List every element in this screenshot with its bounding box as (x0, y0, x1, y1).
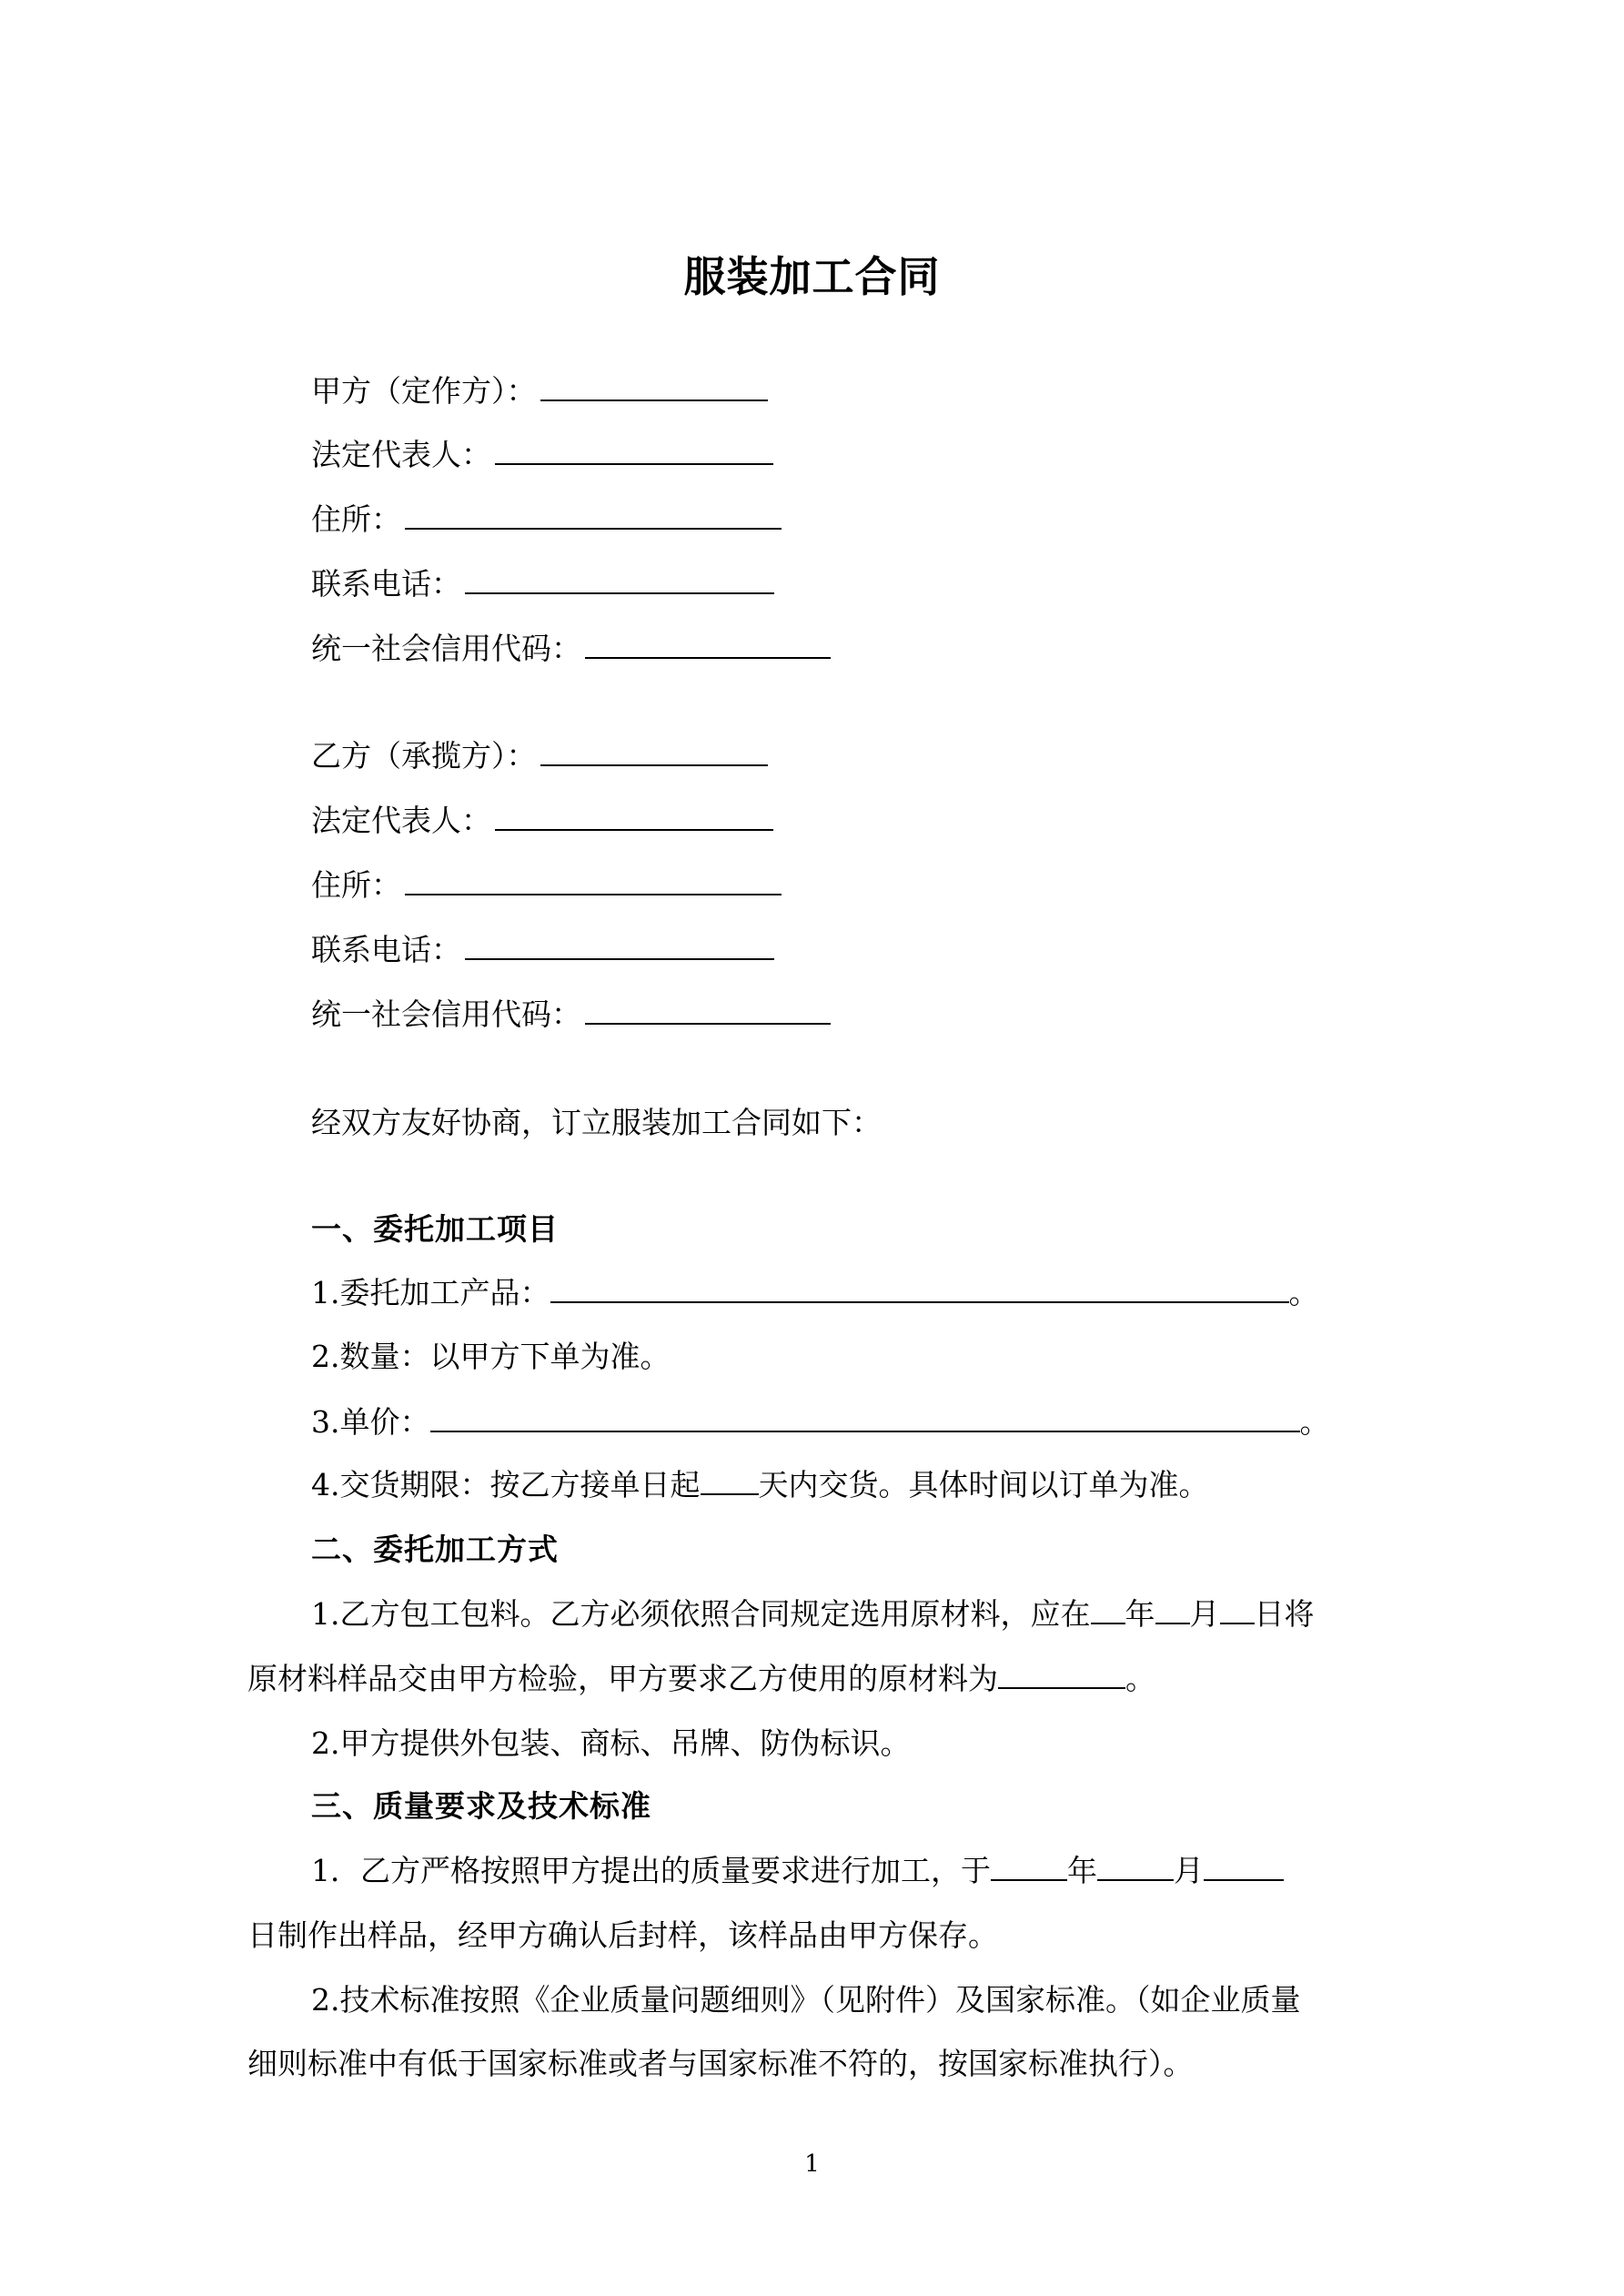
party-b-address-line (311, 865, 782, 906)
sample-day-blank[interactable] (1204, 1852, 1284, 1881)
materials-year-label: 年 (1125, 1596, 1155, 1632)
unit-price-blank[interactable] (430, 1403, 1300, 1432)
party-b-phone-line (311, 929, 774, 971)
party-a-address-blank[interactable] (405, 499, 782, 530)
section-3-heading: 三、质量要求及技术标准 (311, 1788, 651, 1824)
section-3-item-1-line-2: 日制作出样品，经甲方确认后封样，该样品由甲方保存。 (247, 1917, 998, 1953)
section-3-item-2-line-1: 2.技术标准按照《企业质量问题细则》（见附件）及国家标准。（如企业质量 (311, 1982, 1301, 2018)
party-a-address-line (311, 499, 782, 541)
materials-text-b: 原材料样品交由甲方检验，甲方要求乙方使用的原材料为 (247, 1661, 998, 1696)
party-a-phone-blank[interactable] (465, 563, 774, 594)
party-a-rep-blank[interactable] (495, 434, 773, 465)
party-b-phone-blank[interactable] (465, 929, 774, 960)
materials-end: 。 (1125, 1661, 1155, 1696)
sample-text-a: 1．乙方严格按照甲方提出的质量要求进行加工，于 (311, 1853, 991, 1888)
delivery-days-blank[interactable] (701, 1466, 759, 1495)
party-a-credit-code-label: 统一社会信用代码： (311, 631, 581, 666)
party-a-rep-label: 法定代表人： (311, 437, 491, 472)
delivery-text-b: 天内交货。具体时间以订单为准。 (758, 1467, 1209, 1502)
materials-day-label: 日将 (1254, 1596, 1315, 1632)
sample-month-label: 月 (1174, 1853, 1204, 1888)
party-b-name-blank[interactable] (540, 735, 768, 766)
product-blank[interactable] (550, 1274, 1289, 1303)
party-a-rep-line (311, 434, 773, 476)
section-2-heading: 二、委托加工方式 (311, 1532, 559, 1567)
unit-price-label: 3.单价： (311, 1404, 430, 1440)
section-2-item-2: 2.甲方提供外包装、商标、吊牌、防伪标识。 (311, 1725, 911, 1761)
party-a-name-blank[interactable] (540, 370, 768, 401)
materials-text-a: 1.乙方包工包料。乙方必须依照合同规定选用原材料，应在 (311, 1596, 1091, 1632)
party-b-rep-label: 法定代表人： (311, 803, 491, 838)
party-a-name-label: 甲方（定作方）： (311, 373, 537, 409)
section-1-item-4 (311, 1464, 1209, 1506)
page-title: 服装加工合同 (683, 252, 941, 301)
party-b-rep-line (311, 800, 773, 842)
product-label: 1.委托加工产品： (311, 1275, 550, 1310)
section-1-item-1 (311, 1272, 1319, 1314)
party-b-name-label: 乙方（承揽方）： (311, 738, 537, 774)
party-b-rep-blank[interactable] (495, 800, 773, 831)
party-b-phone-label: 联系电话： (311, 932, 461, 967)
party-a-credit-code-blank[interactable] (585, 628, 831, 659)
party-a-address-label: 住所： (311, 501, 401, 537)
materials-type-blank[interactable] (998, 1660, 1125, 1689)
section-1-heading: 一、委托加工项目 (311, 1211, 559, 1247)
section-2-item-1-line-1 (311, 1593, 1315, 1635)
party-b-credit-code-blank[interactable] (585, 994, 831, 1025)
party-b-address-blank[interactable] (405, 865, 782, 895)
sample-year-blank[interactable] (991, 1852, 1067, 1881)
materials-month-blank[interactable] (1155, 1595, 1190, 1624)
intro-text: 经双方友好协商，订立服装加工合同如下： (311, 1105, 882, 1140)
party-a-phone-line (311, 563, 774, 605)
section-3-item-2-line-2: 细则标准中有低于国家标准或者与国家标准不符的，按国家标准执行）。 (247, 2046, 1194, 2081)
party-a-phone-label: 联系电话： (311, 566, 461, 602)
section-2-item-1-line-2 (247, 1658, 1155, 1700)
party-b-credit-code-line (311, 994, 831, 1036)
section-3-item-1-line-1 (311, 1850, 1284, 1892)
unit-price-end: 。 (1299, 1404, 1330, 1440)
sample-year-label: 年 (1067, 1853, 1097, 1888)
section-1-item-2: 2.数量：以甲方下单为准。 (311, 1339, 671, 1374)
materials-day-blank[interactable] (1220, 1595, 1255, 1624)
section-1-item-3 (311, 1401, 1330, 1443)
party-b-address-label: 住所： (311, 867, 401, 903)
party-a-name-line (311, 370, 768, 412)
page-number: 1 (804, 2150, 820, 2178)
sample-month-blank[interactable] (1097, 1852, 1174, 1881)
party-a-credit-code-line (311, 628, 831, 670)
materials-year-blank[interactable] (1091, 1595, 1125, 1624)
party-b-credit-code-label: 统一社会信用代码： (311, 996, 581, 1032)
delivery-text-a: 4.交货期限：按乙方接单日起 (311, 1467, 701, 1502)
party-b-name-line (311, 735, 768, 777)
product-end: 。 (1288, 1275, 1319, 1310)
materials-month-label: 月 (1189, 1596, 1220, 1632)
